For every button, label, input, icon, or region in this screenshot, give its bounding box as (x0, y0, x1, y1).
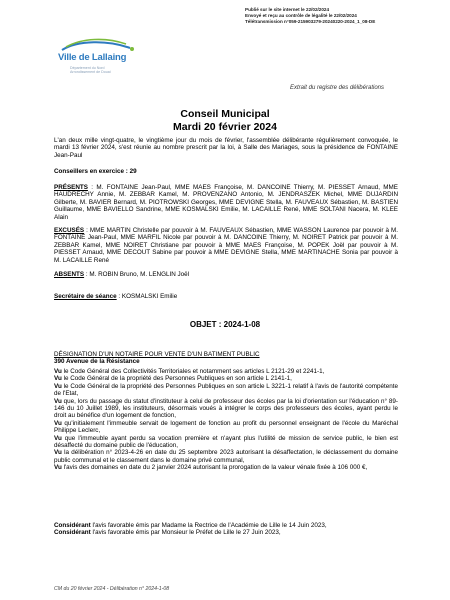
logo-subtitle (70, 66, 111, 75)
logo-city-name: Ville de Lallaing (58, 52, 127, 63)
considerant-list (54, 522, 398, 537)
absents-label: ABSENTS (54, 271, 85, 278)
meeting-date: Mardi 20 février 2024 (173, 121, 277, 133)
vu-item: Vu que, lors du passage du statut d'instituteur à celui de professeur des écoles par la loi d'orientation sur l'éducation n° 89-146 du 10 Juillet 1989, les instituteurs, désormais voués à intégrer le corps des professeurs des écoles, ayant perdu le droit au bénéfice d'un logement de fonction, (54, 397, 398, 420)
vu-item: Vu le Code Général de la propriété des Personnes Publiques en son article L 3221-1 relatif à l'avis de l'autorité compétente de l'Etat, (54, 382, 398, 398)
property-address: 390 Avenue de la Résistance (54, 358, 140, 366)
excuses-label: EXCUSÉS (54, 227, 85, 234)
secretaire-name: : KOSMALSKI Emilie (116, 293, 178, 300)
excuses-list: : MME MARTIN Christelle par pouvoir à M. FAUVEAUX Sébastien, MME WASSON Laurence par pouvoir à M. FONTAINE Jean-Paul, MME MARFIL Nicole par pouvoir à M. DANCOINE Thierry, M. NOIRET Patrick par pouvoir à M. ZEBBAR Kamel, MME NOIRET Christiane par pouvoir à MME MAES Françoise, M. POPEK Joël par pouvoir à M. PIESSET Arnaud, MME DECOUT Sabine par pouvoir à MME DEVIGNE Stella, MME MARTINACHE Sonia par pouvoir à M. LACAILLE René (54, 227, 398, 264)
considerant-item: Considérant l'avis favorable émis par Madame la Rectrice de l'Académie de Lille le 14 Juin 2023, (54, 522, 327, 529)
presents-section (54, 184, 398, 221)
vu-item: Vu la délibération n° 2023-4-26 en date du 25 septembre 2023 autorisant la désaffectation, le déclassement du domaine public communal et le classement dans le domaine privé communal, (54, 449, 398, 464)
absents-list: : M. ROBIN Bruno, M. LENGLIN Joël (84, 271, 190, 278)
logo-swoosh-icon (48, 38, 148, 88)
absents-section (54, 271, 398, 278)
register-extract-label: Extrait du registre des délibérations (289, 85, 384, 91)
intro-paragraph: L'an deux mille vingt-quatre, le vingtième jour du mois de février, l'assemblée délibérante régulièrement convoquée, le mardi 13 février 2024, s'est réunie au nombre prescrit par la loi, à Salle des Mariages, sous la présidence de FONTAINE Jean-Paul (54, 137, 398, 159)
vu-list (54, 368, 398, 472)
designation-heading (54, 351, 398, 366)
designation-title: DÉSIGNATION D'UN NOTAIRE POUR VENTE D'UN BATIMENT PUBLIC (54, 351, 260, 358)
city-logo (48, 38, 148, 88)
vu-item: Vu que l'immeuble ayant perdu sa vocation première et n'ayant plus l'utilité de mission de service public, le bien est désaffecté du domaine public de l'éducation, (54, 434, 398, 450)
page-footer: CM du 20 février 2024 - Délibération n° 2024-1-08 (54, 586, 170, 592)
vu-item: Vu l'avis des domaines en date du 2 janvier 2024 autorisant la prorogation de la valeur vénale fixée à 106 000 €, (54, 464, 368, 472)
stamp-line-published: Publié sur le site internet le 22/02/2024 (245, 7, 330, 12)
logo-subtitle-line-1: Département du Nord (70, 66, 105, 70)
page-title: Conseil Municipal (180, 108, 270, 120)
secretaire-section (54, 293, 398, 300)
stamp-line-transmission: Télétransmission n°059-215903279-20240220-2024_1_08-DE (245, 19, 376, 24)
vu-item: Vu le Code Général des Collectivités Territoriales et notamment ses articles L 2121-29 et 2241-1, (54, 368, 325, 375)
vu-item: Vu le Code Général de la propriété des Personnes Publiques en son article L 2141-1, (54, 375, 292, 383)
legal-stamp (245, 7, 375, 25)
vu-item: Vu qu'initialement l'immeuble servait de logement de fonction au profit du personnel enseignant de l'école du Maréchal Philippe Leclerc, (54, 419, 398, 435)
presents-label: PRÉSENTS (54, 184, 88, 191)
presents-list: : M. FONTAINE Jean-Paul, MME MAES Françoise, M. DANCOINE Thierry, M. PIESSET Arnaud, MME HAUDRECHY Annie, M. ZEBBAR Kamel, M. PROVENZANO Antonio, M. JENDRASZEK Michel, MME DUJARDIN Gilberte, M. BAVIER Bernard, M. PIOTROWSKI Georges, MME DEVIGNE Stella, M. FAUVEAUX Sébastien, M. BASTIEN Guillaume, MME BAVIELLO Sandrine, MME KOSMALSKI Emilie, M. LACAILLE René, MME SOLTANI Nacera, M. KLEE Alain (54, 184, 398, 221)
secretaire-label: Secrétaire de séance (54, 293, 117, 300)
objet-heading: OBJET : 2024-1-08 (189, 320, 261, 329)
stamp-line-received: Envoyé et reçu au contrôle de légalité le 22/02/2024 (245, 13, 357, 18)
logo-subtitle-line-2: Arrondissement de Douai (70, 70, 111, 75)
excuses-section (54, 227, 398, 264)
considerant-item: Considérant l'avis favorable émis par Monsieur le Préfet de Lille le 27 Juin 2023, (54, 529, 281, 537)
conseillers-count: Conseillers en exercice : 29 (54, 168, 137, 175)
